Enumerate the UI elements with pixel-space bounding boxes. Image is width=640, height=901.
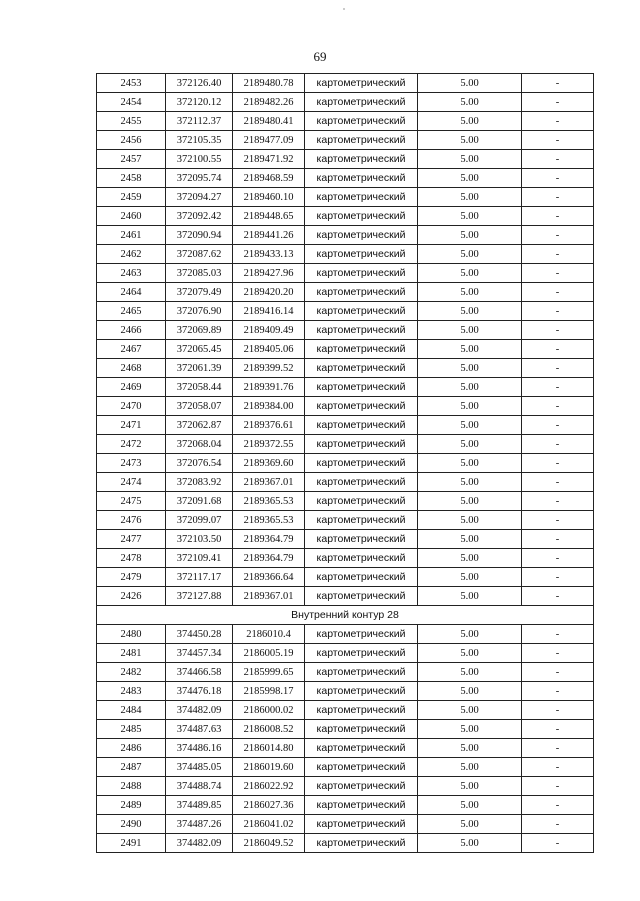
y-coordinate-cell: 2189433.13 [233, 245, 305, 264]
note-cell: - [522, 397, 594, 416]
point-number-cell: 2457 [97, 150, 166, 169]
note-cell: - [522, 663, 594, 682]
note-cell: - [522, 682, 594, 701]
table-row [97, 530, 594, 549]
accuracy-cell: 5.00 [418, 549, 522, 568]
y-coordinate-cell: 2189480.41 [233, 112, 305, 131]
note-cell: - [522, 720, 594, 739]
accuracy-cell: 5.00 [418, 739, 522, 758]
y-coordinate-cell: 2189367.01 [233, 473, 305, 492]
x-coordinate-cell: 374476.18 [166, 682, 233, 701]
table-row [97, 131, 594, 150]
y-coordinate-cell: 2186049.52 [233, 834, 305, 853]
accuracy-cell: 5.00 [418, 663, 522, 682]
y-coordinate-cell: 2189364.79 [233, 530, 305, 549]
accuracy-cell: 5.00 [418, 511, 522, 530]
point-number-cell: 2473 [97, 454, 166, 473]
method-cell: картометрический [305, 283, 418, 302]
x-coordinate-cell: 372087.62 [166, 245, 233, 264]
method-cell: картометрический [305, 378, 418, 397]
x-coordinate-cell: 372100.55 [166, 150, 233, 169]
method-cell: картометрический [305, 587, 418, 606]
table-row [97, 283, 594, 302]
y-coordinate-cell: 2189367.01 [233, 587, 305, 606]
method-cell: картометрический [305, 492, 418, 511]
y-coordinate-cell: 2189391.76 [233, 378, 305, 397]
table-row [97, 473, 594, 492]
method-cell: картометрический [305, 226, 418, 245]
x-coordinate-cell: 372083.92 [166, 473, 233, 492]
y-coordinate-cell: 2189468.59 [233, 169, 305, 188]
accuracy-cell: 5.00 [418, 131, 522, 150]
table-row [97, 359, 594, 378]
y-coordinate-cell: 2189364.79 [233, 549, 305, 568]
note-cell: - [522, 454, 594, 473]
accuracy-cell: 5.00 [418, 435, 522, 454]
point-number-cell: 2455 [97, 112, 166, 131]
point-number-cell: 2491 [97, 834, 166, 853]
point-number-cell: 2471 [97, 416, 166, 435]
accuracy-cell: 5.00 [418, 796, 522, 815]
x-coordinate-cell: 372058.07 [166, 397, 233, 416]
point-number-cell: 2474 [97, 473, 166, 492]
x-coordinate-cell: 372085.03 [166, 264, 233, 283]
x-coordinate-cell: 372092.42 [166, 207, 233, 226]
x-coordinate-cell: 374466.58 [166, 663, 233, 682]
x-coordinate-cell: 374487.63 [166, 720, 233, 739]
accuracy-cell: 5.00 [418, 416, 522, 435]
x-coordinate-cell: 372105.35 [166, 131, 233, 150]
point-number-cell: 2461 [97, 226, 166, 245]
accuracy-cell: 5.00 [418, 682, 522, 701]
point-number-cell: 2477 [97, 530, 166, 549]
table-row [97, 511, 594, 530]
y-coordinate-cell: 2186000.02 [233, 701, 305, 720]
y-coordinate-cell: 2189366.64 [233, 568, 305, 587]
method-cell: картометрический [305, 663, 418, 682]
note-cell: - [522, 549, 594, 568]
accuracy-cell: 5.00 [418, 169, 522, 188]
section-row [97, 606, 594, 625]
method-cell: картометрический [305, 207, 418, 226]
accuracy-cell: 5.00 [418, 207, 522, 226]
method-cell: картометрический [305, 739, 418, 758]
x-coordinate-cell: 372117.17 [166, 568, 233, 587]
method-cell: картометрический [305, 644, 418, 663]
point-number-cell: 2459 [97, 188, 166, 207]
method-cell: картометрический [305, 131, 418, 150]
table-row [97, 758, 594, 777]
x-coordinate-cell: 372076.54 [166, 454, 233, 473]
y-coordinate-cell: 2189372.55 [233, 435, 305, 454]
x-coordinate-cell: 374482.09 [166, 701, 233, 720]
y-coordinate-cell: 2189369.60 [233, 454, 305, 473]
method-cell: картометрический [305, 511, 418, 530]
accuracy-cell: 5.00 [418, 283, 522, 302]
table-row [97, 264, 594, 283]
method-cell: картометрический [305, 112, 418, 131]
table-row [97, 188, 594, 207]
y-coordinate-cell: 2189480.78 [233, 74, 305, 93]
note-cell: - [522, 131, 594, 150]
y-coordinate-cell: 2186019.60 [233, 758, 305, 777]
point-number-cell: 2462 [97, 245, 166, 264]
table-row [97, 321, 594, 340]
method-cell: картометрический [305, 777, 418, 796]
accuracy-cell: 5.00 [418, 454, 522, 473]
point-number-cell: 2467 [97, 340, 166, 359]
point-number-cell: 2483 [97, 682, 166, 701]
point-number-cell: 2487 [97, 758, 166, 777]
accuracy-cell: 5.00 [418, 701, 522, 720]
table-row [97, 549, 594, 568]
point-number-cell: 2489 [97, 796, 166, 815]
point-number-cell: 2426 [97, 587, 166, 606]
y-coordinate-cell: 2189376.61 [233, 416, 305, 435]
method-cell: картометрический [305, 720, 418, 739]
x-coordinate-cell: 372112.37 [166, 112, 233, 131]
point-number-cell: 2469 [97, 378, 166, 397]
note-cell: - [522, 644, 594, 663]
point-number-cell: 2481 [97, 644, 166, 663]
accuracy-cell: 5.00 [418, 226, 522, 245]
method-cell: картометрический [305, 264, 418, 283]
x-coordinate-cell: 372103.50 [166, 530, 233, 549]
table-row [97, 663, 594, 682]
method-cell: картометрический [305, 150, 418, 169]
method-cell: картометрический [305, 682, 418, 701]
table-row [97, 150, 594, 169]
x-coordinate-cell: 372068.04 [166, 435, 233, 454]
accuracy-cell: 5.00 [418, 644, 522, 663]
note-cell: - [522, 568, 594, 587]
x-coordinate-cell: 374486.16 [166, 739, 233, 758]
point-number-cell: 2464 [97, 283, 166, 302]
accuracy-cell: 5.00 [418, 587, 522, 606]
y-coordinate-cell: 2185998.17 [233, 682, 305, 701]
y-coordinate-cell: 2186027.36 [233, 796, 305, 815]
accuracy-cell: 5.00 [418, 245, 522, 264]
x-coordinate-cell: 372091.68 [166, 492, 233, 511]
table-row [97, 169, 594, 188]
method-cell: картометрический [305, 397, 418, 416]
note-cell: - [522, 74, 594, 93]
method-cell: картометрический [305, 796, 418, 815]
note-cell: - [522, 834, 594, 853]
method-cell: картометрический [305, 815, 418, 834]
y-coordinate-cell: 2189420.20 [233, 283, 305, 302]
note-cell: - [522, 416, 594, 435]
table-row [97, 587, 594, 606]
point-number-cell: 2482 [97, 663, 166, 682]
y-coordinate-cell: 2189471.92 [233, 150, 305, 169]
method-cell: картометрический [305, 701, 418, 720]
x-coordinate-cell: 374457.34 [166, 644, 233, 663]
accuracy-cell: 5.00 [418, 188, 522, 207]
note-cell: - [522, 169, 594, 188]
note-cell: - [522, 264, 594, 283]
y-coordinate-cell: 2189441.26 [233, 226, 305, 245]
x-coordinate-cell: 372090.94 [166, 226, 233, 245]
method-cell: картометрический [305, 625, 418, 644]
table-row [97, 112, 594, 131]
accuracy-cell: 5.00 [418, 302, 522, 321]
note-cell: - [522, 511, 594, 530]
accuracy-cell: 5.00 [418, 568, 522, 587]
note-cell: - [522, 587, 594, 606]
note-cell: - [522, 207, 594, 226]
y-coordinate-cell: 2189416.14 [233, 302, 305, 321]
point-number-cell: 2486 [97, 739, 166, 758]
method-cell: картометрический [305, 74, 418, 93]
method-cell: картометрический [305, 568, 418, 587]
x-coordinate-cell: 372126.40 [166, 74, 233, 93]
x-coordinate-cell: 372076.90 [166, 302, 233, 321]
accuracy-cell: 5.00 [418, 777, 522, 796]
note-cell: - [522, 777, 594, 796]
accuracy-cell: 5.00 [418, 815, 522, 834]
y-coordinate-cell: 2186041.02 [233, 815, 305, 834]
method-cell: картометрический [305, 169, 418, 188]
table-row [97, 777, 594, 796]
point-number-cell: 2480 [97, 625, 166, 644]
point-number-cell: 2456 [97, 131, 166, 150]
y-coordinate-cell: 2186022.92 [233, 777, 305, 796]
note-cell: - [522, 93, 594, 112]
x-coordinate-cell: 372127.88 [166, 587, 233, 606]
x-coordinate-cell: 372061.39 [166, 359, 233, 378]
x-coordinate-cell: 372099.07 [166, 511, 233, 530]
accuracy-cell: 5.00 [418, 359, 522, 378]
table-row [97, 644, 594, 663]
y-coordinate-cell: 2189448.65 [233, 207, 305, 226]
table-row [97, 720, 594, 739]
note-cell: - [522, 150, 594, 169]
point-number-cell: 2465 [97, 302, 166, 321]
y-coordinate-cell: 2189427.96 [233, 264, 305, 283]
accuracy-cell: 5.00 [418, 93, 522, 112]
y-coordinate-cell: 2185999.65 [233, 663, 305, 682]
table-row [97, 682, 594, 701]
point-number-cell: 2478 [97, 549, 166, 568]
table-row [97, 340, 594, 359]
point-number-cell: 2466 [97, 321, 166, 340]
method-cell: картометрический [305, 302, 418, 321]
table-row [97, 378, 594, 397]
accuracy-cell: 5.00 [418, 112, 522, 131]
scan-speck [343, 8, 345, 10]
table-row [97, 739, 594, 758]
note-cell: - [522, 473, 594, 492]
note-cell: - [522, 112, 594, 131]
table-row [97, 492, 594, 511]
point-number-cell: 2490 [97, 815, 166, 834]
y-coordinate-cell: 2189405.06 [233, 340, 305, 359]
note-cell: - [522, 226, 594, 245]
method-cell: картометрический [305, 321, 418, 340]
table-row [97, 226, 594, 245]
table-row [97, 568, 594, 587]
table-row [97, 207, 594, 226]
point-number-cell: 2460 [97, 207, 166, 226]
y-coordinate-cell: 2189409.49 [233, 321, 305, 340]
table-row [97, 435, 594, 454]
table-row [97, 397, 594, 416]
y-coordinate-cell: 2189477.09 [233, 131, 305, 150]
y-coordinate-cell: 2186008.52 [233, 720, 305, 739]
y-coordinate-cell: 2189384.00 [233, 397, 305, 416]
method-cell: картометрический [305, 435, 418, 454]
accuracy-cell: 5.00 [418, 321, 522, 340]
table-row [97, 302, 594, 321]
table-row [97, 815, 594, 834]
point-number-cell: 2453 [97, 74, 166, 93]
accuracy-cell: 5.00 [418, 264, 522, 283]
table-row [97, 416, 594, 435]
note-cell: - [522, 321, 594, 340]
method-cell: картометрический [305, 454, 418, 473]
table-row [97, 625, 594, 644]
method-cell: картометрический [305, 758, 418, 777]
point-number-cell: 2472 [97, 435, 166, 454]
x-coordinate-cell: 372094.27 [166, 188, 233, 207]
table-row [97, 796, 594, 815]
note-cell: - [522, 340, 594, 359]
y-coordinate-cell: 2189482.26 [233, 93, 305, 112]
table-row [97, 701, 594, 720]
table-row [97, 74, 594, 93]
point-number-cell: 2458 [97, 169, 166, 188]
accuracy-cell: 5.00 [418, 492, 522, 511]
point-number-cell: 2468 [97, 359, 166, 378]
note-cell: - [522, 739, 594, 758]
x-coordinate-cell: 372079.49 [166, 283, 233, 302]
x-coordinate-cell: 372095.74 [166, 169, 233, 188]
note-cell: - [522, 530, 594, 549]
point-number-cell: 2479 [97, 568, 166, 587]
y-coordinate-cell: 2189365.53 [233, 492, 305, 511]
y-coordinate-cell: 2186005.19 [233, 644, 305, 663]
y-coordinate-cell: 2189399.52 [233, 359, 305, 378]
method-cell: картометрический [305, 549, 418, 568]
x-coordinate-cell: 374487.26 [166, 815, 233, 834]
y-coordinate-cell: 2189365.53 [233, 511, 305, 530]
note-cell: - [522, 245, 594, 264]
note-cell: - [522, 188, 594, 207]
method-cell: картометрический [305, 188, 418, 207]
y-coordinate-cell: 2186010.4 [233, 625, 305, 644]
point-number-cell: 2485 [97, 720, 166, 739]
accuracy-cell: 5.00 [418, 378, 522, 397]
x-coordinate-cell: 372120.12 [166, 93, 233, 112]
point-number-cell: 2476 [97, 511, 166, 530]
x-coordinate-cell: 372062.87 [166, 416, 233, 435]
note-cell: - [522, 625, 594, 644]
note-cell: - [522, 378, 594, 397]
accuracy-cell: 5.00 [418, 758, 522, 777]
method-cell: картометрический [305, 416, 418, 435]
point-number-cell: 2470 [97, 397, 166, 416]
accuracy-cell: 5.00 [418, 473, 522, 492]
accuracy-cell: 5.00 [418, 625, 522, 644]
x-coordinate-cell: 374482.09 [166, 834, 233, 853]
accuracy-cell: 5.00 [418, 150, 522, 169]
table-row [97, 454, 594, 473]
accuracy-cell: 5.00 [418, 397, 522, 416]
note-cell: - [522, 701, 594, 720]
section-title: Внутренний контур 28 [97, 606, 594, 625]
note-cell: - [522, 796, 594, 815]
table-row [97, 834, 594, 853]
note-cell: - [522, 492, 594, 511]
point-number-cell: 2454 [97, 93, 166, 112]
x-coordinate-cell: 374485.05 [166, 758, 233, 777]
x-coordinate-cell: 372069.89 [166, 321, 233, 340]
x-coordinate-cell: 374450.28 [166, 625, 233, 644]
method-cell: картометрический [305, 530, 418, 549]
method-cell: картометрический [305, 93, 418, 112]
note-cell: - [522, 283, 594, 302]
method-cell: картометрический [305, 245, 418, 264]
accuracy-cell: 5.00 [418, 74, 522, 93]
coordinates-table [96, 73, 594, 853]
accuracy-cell: 5.00 [418, 530, 522, 549]
page-number: 69 [313, 49, 327, 64]
y-coordinate-cell: 2186014.80 [233, 739, 305, 758]
note-cell: - [522, 815, 594, 834]
method-cell: картометрический [305, 473, 418, 492]
accuracy-cell: 5.00 [418, 720, 522, 739]
x-coordinate-cell: 372065.45 [166, 340, 233, 359]
x-coordinate-cell: 374488.74 [166, 777, 233, 796]
point-number-cell: 2488 [97, 777, 166, 796]
table-row [97, 245, 594, 264]
note-cell: - [522, 359, 594, 378]
x-coordinate-cell: 372058.44 [166, 378, 233, 397]
method-cell: картометрический [305, 359, 418, 378]
accuracy-cell: 5.00 [418, 834, 522, 853]
method-cell: картометрический [305, 340, 418, 359]
note-cell: - [522, 302, 594, 321]
note-cell: - [522, 758, 594, 777]
method-cell: картометрический [305, 834, 418, 853]
point-number-cell: 2463 [97, 264, 166, 283]
point-number-cell: 2475 [97, 492, 166, 511]
x-coordinate-cell: 374489.85 [166, 796, 233, 815]
y-coordinate-cell: 2189460.10 [233, 188, 305, 207]
table-row [97, 93, 594, 112]
accuracy-cell: 5.00 [418, 340, 522, 359]
note-cell: - [522, 435, 594, 454]
point-number-cell: 2484 [97, 701, 166, 720]
x-coordinate-cell: 372109.41 [166, 549, 233, 568]
